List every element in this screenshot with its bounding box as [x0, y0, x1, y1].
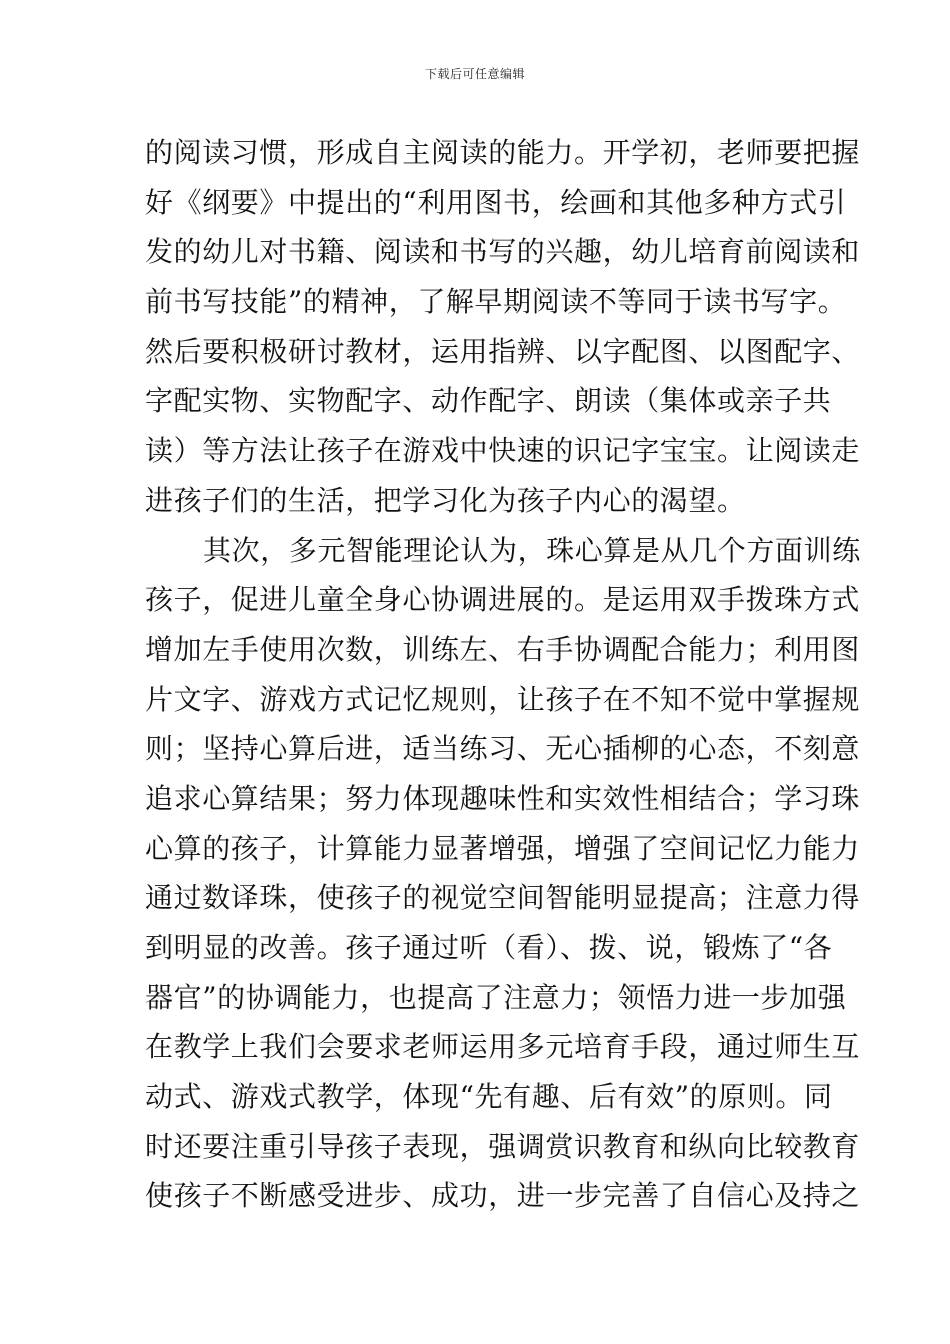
text-line: 追求心算结果；努力体现趣味性和实效性相结合；学习珠: [145, 781, 861, 815]
text-line: 孩子，促进儿童全身心协调进展的。是运用双手拨珠方式: [145, 583, 861, 617]
text-line: 通过数译珠，使孩子的视觉空间智能明显提高；注意力得: [145, 881, 861, 915]
text-line: 发的幼儿对书籍、阅读和书写的兴趣，幼儿培育前阅读和: [145, 235, 861, 269]
text-line: 进孩子们的生活，把学习化为孩子内心的渴望。: [145, 483, 746, 517]
text-line: 前书写技能”的精神，了解早期阅读不等同于读书写字。: [145, 285, 847, 319]
text-line: 动式、游戏式教学，体现“先有趣、后有效”的原则。同: [145, 1080, 833, 1114]
text-line: 时还要注重引导孩子表现，强调赏识教育和纵向比较教育: [145, 1129, 861, 1163]
text-line: 器官”的协调能力，也提高了注意力；领悟力进一步加强: [145, 980, 847, 1014]
text-line: 字配实物、实物配字、动作配字、朗读（集体或亲子共: [145, 384, 832, 418]
text-line: 在教学上我们会要求老师运用多元培育手段，通过师生互: [145, 1030, 861, 1064]
document-body: [145, 128, 861, 1221]
page-header: 下载后可任意编辑: [424, 67, 525, 81]
text-line: 到明显的改善。孩子通过听（看）、拨、说，锻炼了“各: [145, 931, 833, 964]
text-line: 好《纲要》中提出的“利用图书，绘画和其他多种方式引: [145, 185, 847, 219]
text-line: 使孩子不断感受进步、成功，进一步完善了自信心及持之: [145, 1179, 861, 1213]
text-line: 片文字、游戏方式记忆规则，让孩子在不知不觉中掌握规: [145, 682, 861, 716]
paragraph-first-line: 其次，多元智能理论认为，珠心算是从几个方面训练: [203, 533, 861, 567]
text-line: 然后要积极研讨教材，运用指辨、以字配图、以图配字、: [145, 334, 861, 368]
text-line: 读）等方法让孩子在游戏中快速的识记字宝宝。让阅读走: [145, 434, 861, 468]
text-line: 增加左手使用次数，训练左、右手协调配合能力；利用图: [145, 632, 861, 666]
text-line: 的阅读习惯，形成自主阅读的能力。开学初，老师要把握: [145, 136, 861, 169]
text-line: 心算的孩子，计算能力显著增强，增强了空间记忆力能力: [145, 831, 861, 865]
text-line: 则；坚持心算后进，适当练习、无心插柳的心态，不刻意: [145, 732, 861, 766]
